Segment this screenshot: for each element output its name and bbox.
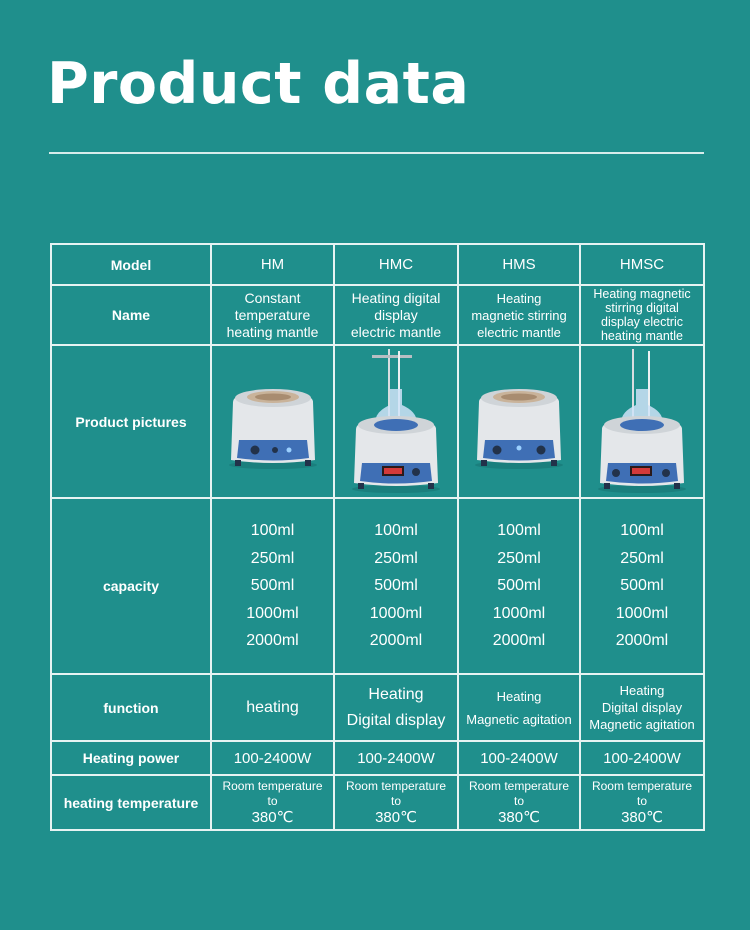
row-name [51,285,704,345]
name-line: electric mantle [350,323,442,340]
capacity-value: 100ml [374,522,418,540]
row-function [51,674,704,741]
capacity-value: 100ml [620,522,664,540]
capacity-value: 500ml [620,577,664,595]
capacity-value: 1000ml [369,604,423,622]
capacity-value: 2000ml [492,632,546,650]
digital-stirring-heating-mantle-with-flask-icon [588,349,696,494]
capacity-value: 250ml [620,549,664,567]
label-temperature: heating temperature [51,775,211,830]
name-line: Constant [244,289,301,306]
name-line: display electric [601,315,683,329]
power-hmc: 100-2400W [334,741,458,775]
capacity-hm [211,498,334,674]
name-hm [211,285,334,345]
stirring-heating-mantle-icon [465,372,573,472]
picture-hm [211,345,334,498]
temperature-line: to [513,793,524,808]
function-line: Magnetic agitation [589,717,695,732]
function-line: Digital display [346,711,446,729]
capacity-value: 2000ml [369,632,423,650]
capacity-value: 250ml [250,549,295,567]
function-hm [211,674,334,741]
heating-mantle-icon [219,372,327,472]
name-line: heating mantle [600,329,683,343]
picture-hmsc [580,345,704,498]
temperature-line: Room temperature [345,778,447,793]
capacity-value: 1000ml [246,604,299,622]
name-line: temperature [234,306,311,323]
model-hm: HM [211,244,334,285]
temperature-hm [211,775,334,830]
label-power: Heating power [51,741,211,775]
capacity-hmsc [580,498,704,674]
capacity-value: 100ml [250,522,295,540]
digital-heating-mantle-with-flask-icon [342,349,450,494]
name-line: electric mantle [477,324,561,340]
temperature-hms [458,775,580,830]
name-line: display [374,306,418,323]
temperature-line: to [267,793,278,808]
label-capacity: capacity [51,498,211,674]
function-line: Digital display [601,700,683,715]
temperature-line: Room temperature [468,778,570,793]
capacity-value: 1000ml [615,604,669,622]
picture-hms [458,345,580,498]
capacity-value: 1000ml [492,604,546,622]
label-function: function [51,674,211,741]
name-line: Heating [496,290,542,306]
picture-hmc [334,345,458,498]
temperature-line: 380℃ [375,808,417,826]
name-line: Heating magnetic [593,287,691,301]
capacity-value: 2000ml [615,632,669,650]
row-power [51,741,704,775]
name-line: magnetic stirring [471,307,567,323]
row-capacity [51,498,704,674]
label-pictures: Product pictures [51,345,211,498]
label-model: Model [51,244,211,285]
function-hms [458,674,580,741]
capacity-value: 500ml [497,577,541,595]
temperature-line: 380℃ [251,808,294,826]
function-line: Magnetic agitation [466,711,572,727]
name-hmc [334,285,458,345]
title-divider [49,152,704,154]
temperature-line: Room temperature [591,778,693,793]
function-line: Heating [496,688,542,704]
capacity-value: 250ml [497,549,541,567]
capacity-value: 250ml [374,549,418,567]
function-hmsc [580,674,704,741]
power-hms: 100-2400W [458,741,580,775]
row-pictures [51,345,704,498]
capacity-hms [458,498,580,674]
name-line: heating mantle [226,323,319,340]
temperature-line: 380℃ [498,808,540,826]
name-line: Heating digital [351,289,441,306]
capacity-value: 100ml [497,522,541,540]
model-hmsc: HMSC [580,244,704,285]
capacity-value: 2000ml [246,632,299,650]
model-hmc: HMC [334,244,458,285]
temperature-hmsc [580,775,704,830]
name-hmsc [580,285,704,345]
power-hmsc: 100-2400W [580,741,704,775]
function-line: Heating [619,683,665,698]
row-temperature [51,775,704,830]
model-hms: HMS [458,244,580,285]
capacity-value: 500ml [250,577,295,595]
label-name: Name [51,285,211,345]
temperature-line: to [390,793,401,808]
product-data-table [50,243,705,831]
temperature-line: Room temperature [222,778,323,793]
function-hmc [334,674,458,741]
temperature-line: to [636,793,647,808]
capacity-value: 500ml [374,577,418,595]
power-hm: 100-2400W [211,741,334,775]
name-line: stirring digital [605,301,679,315]
capacity-hmc [334,498,458,674]
name-hms [458,285,580,345]
temperature-hmc [334,775,458,830]
page-title: Product data [47,51,470,117]
row-model [51,244,704,285]
function-line: Heating [368,685,424,703]
temperature-line: 380℃ [621,808,663,826]
function-line: heating [246,698,299,716]
